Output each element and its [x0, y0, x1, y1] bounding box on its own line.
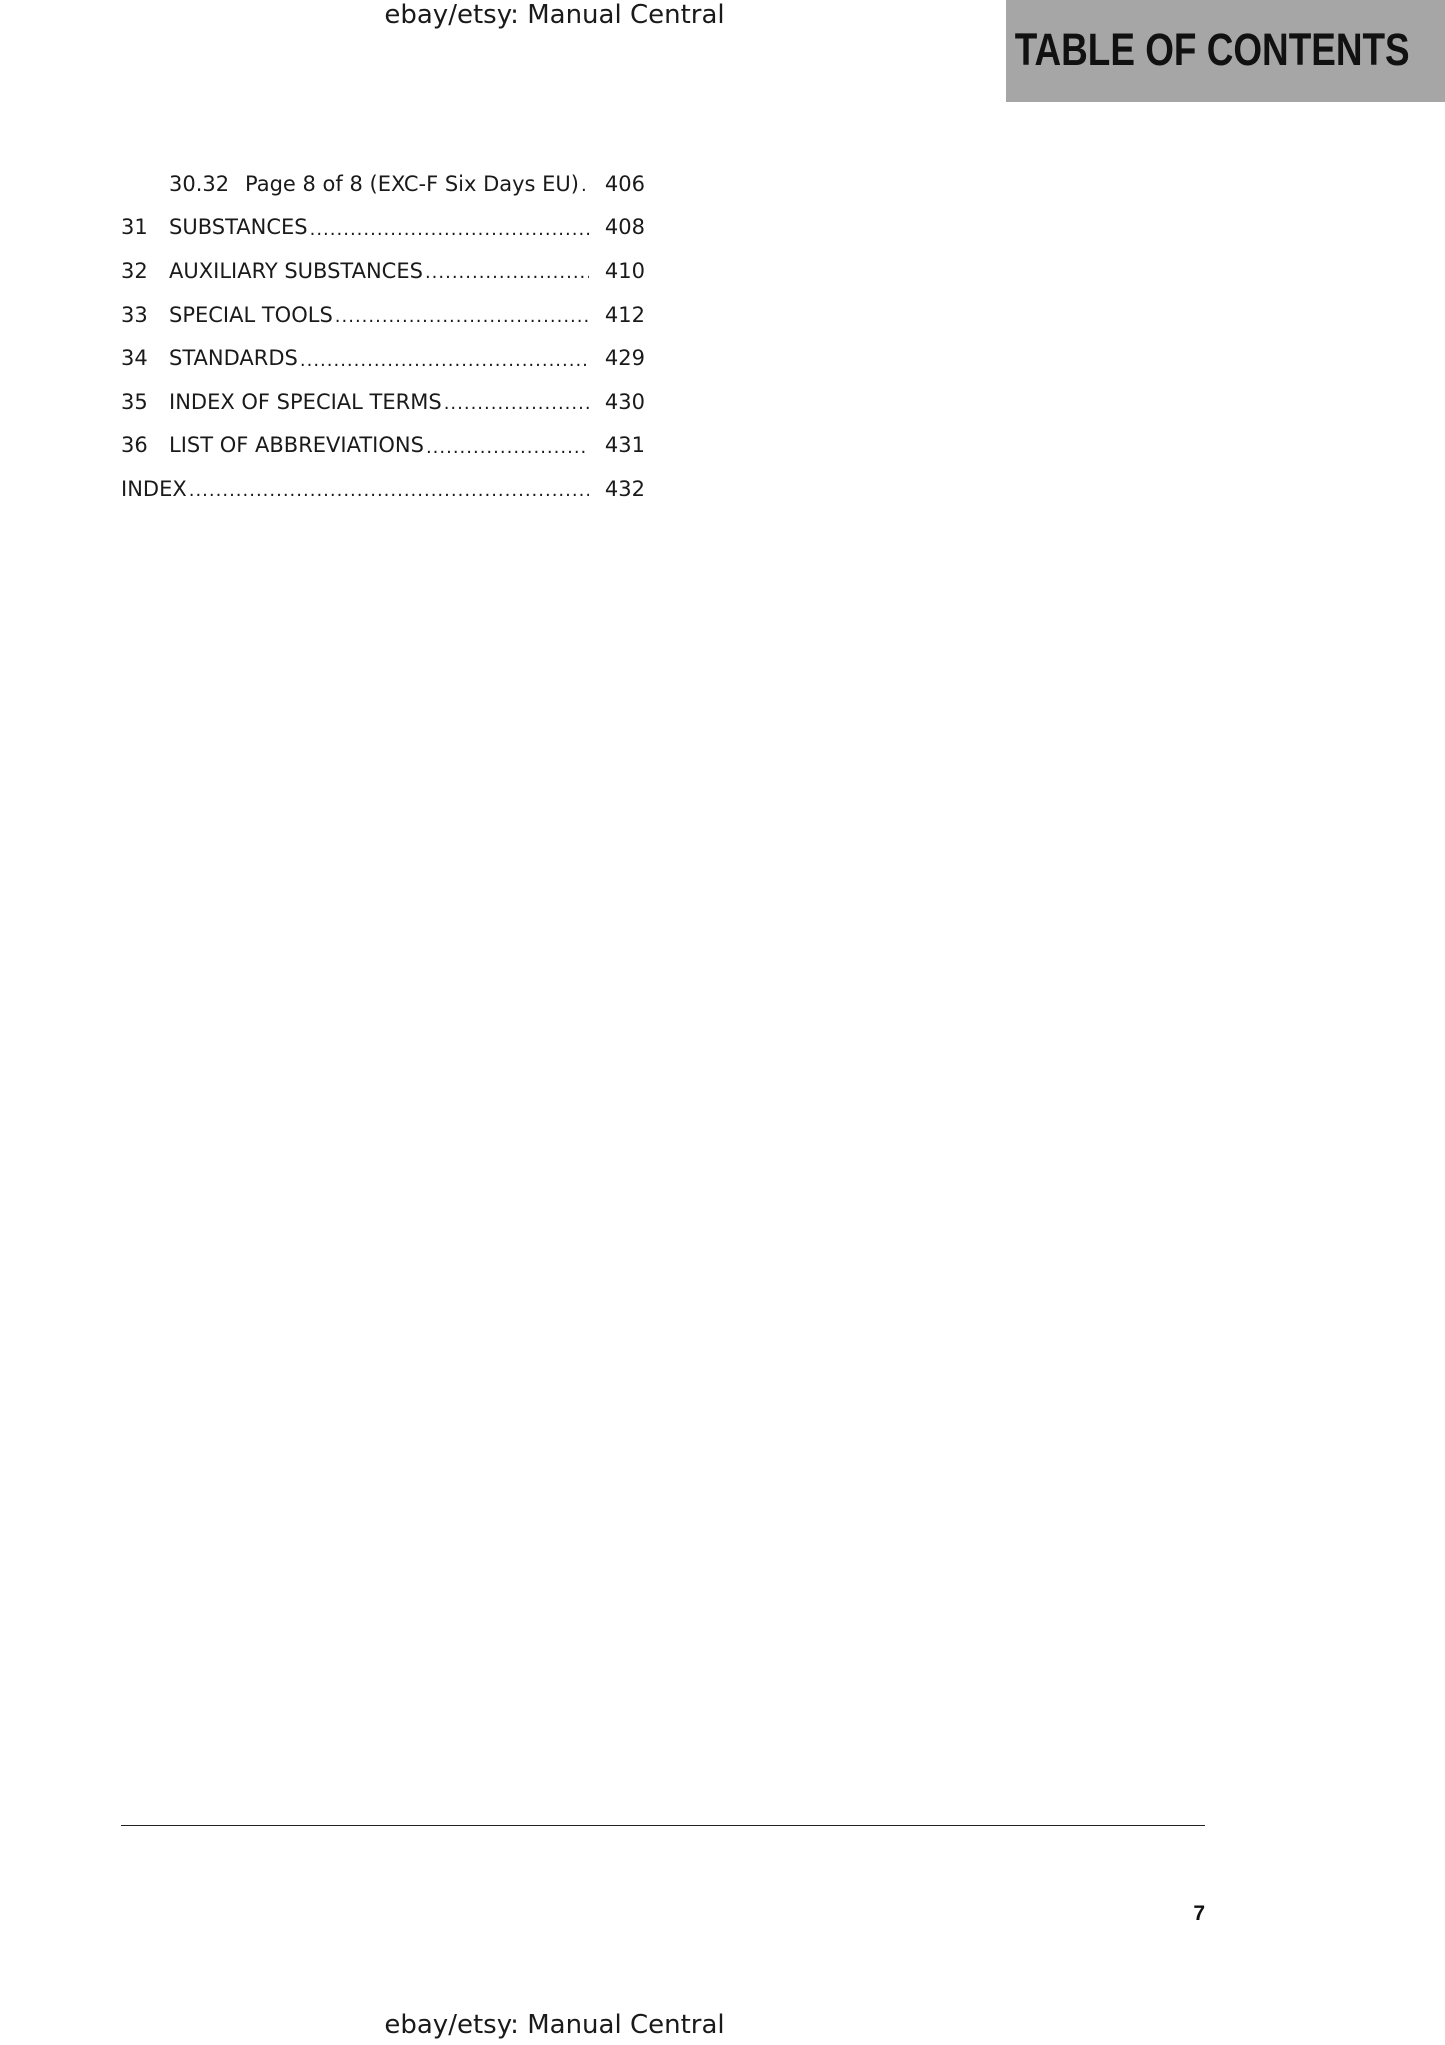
toc-entry-number: 33 — [121, 302, 148, 327]
toc-entry-title: Page 8 of 8 (EXC-F Six Days EU) — [245, 171, 580, 196]
footer-divider — [121, 1825, 1205, 1826]
toc-leader-dots — [426, 437, 589, 458]
toc-entry-page: 406 — [604, 171, 645, 196]
toc-entry-number: 32 — [121, 258, 148, 283]
section-header — [1006, 0, 1445, 102]
toc-entry-page: 429 — [604, 346, 645, 371]
toc-entry-title: SUBSTANCES — [169, 215, 308, 240]
watermark-bottom: ebay/etsy: Manual Central — [384, 2010, 725, 2040]
toc-leader-dots — [189, 480, 589, 501]
watermark-top: ebay/etsy: Manual Central — [384, 0, 725, 30]
toc-entry[interactable] — [121, 336, 645, 380]
toc-leader-dots — [310, 219, 589, 240]
toc-entry-page: 431 — [604, 433, 645, 458]
toc-entry-page: 412 — [604, 302, 645, 327]
toc-entry[interactable] — [121, 380, 645, 424]
toc-entry[interactable] — [121, 249, 645, 293]
toc-entry[interactable] — [121, 206, 645, 250]
table-of-contents — [121, 162, 645, 511]
page-number: 7 — [1193, 1902, 1205, 1925]
toc-leader-dots — [444, 393, 589, 414]
toc-entry-page: 432 — [604, 476, 645, 501]
toc-entry-title: LIST OF ABBREVIATIONS — [169, 433, 424, 458]
toc-entry-title: AUXILIARY SUBSTANCES — [169, 258, 423, 283]
toc-entry-number: 31 — [121, 215, 148, 240]
toc-entry[interactable] — [121, 162, 645, 206]
toc-entry-number: 30.32 — [169, 171, 230, 196]
toc-entry-page: 408 — [604, 215, 645, 240]
toc-entry-title: INDEX — [121, 476, 187, 501]
toc-entry-number: 34 — [121, 346, 148, 371]
page-title: TABLE OF CONTENTS — [1015, 24, 1410, 75]
toc-entry-title: INDEX OF SPECIAL TERMS — [169, 389, 442, 414]
toc-entry-page: 410 — [604, 258, 645, 283]
toc-entry-number: 36 — [121, 433, 148, 458]
toc-leader-dots — [335, 306, 589, 327]
toc-leader-dots — [581, 175, 589, 196]
toc-entry-number: 35 — [121, 389, 148, 414]
toc-entry-page: 430 — [604, 389, 645, 414]
toc-leader-dots — [425, 262, 589, 283]
toc-entry-title: SPECIAL TOOLS — [169, 302, 333, 327]
toc-entry-title: STANDARDS — [169, 346, 298, 371]
toc-leader-dots — [300, 350, 589, 371]
toc-entry[interactable] — [121, 467, 645, 511]
toc-entry[interactable] — [121, 424, 645, 468]
toc-entry[interactable] — [121, 293, 645, 337]
